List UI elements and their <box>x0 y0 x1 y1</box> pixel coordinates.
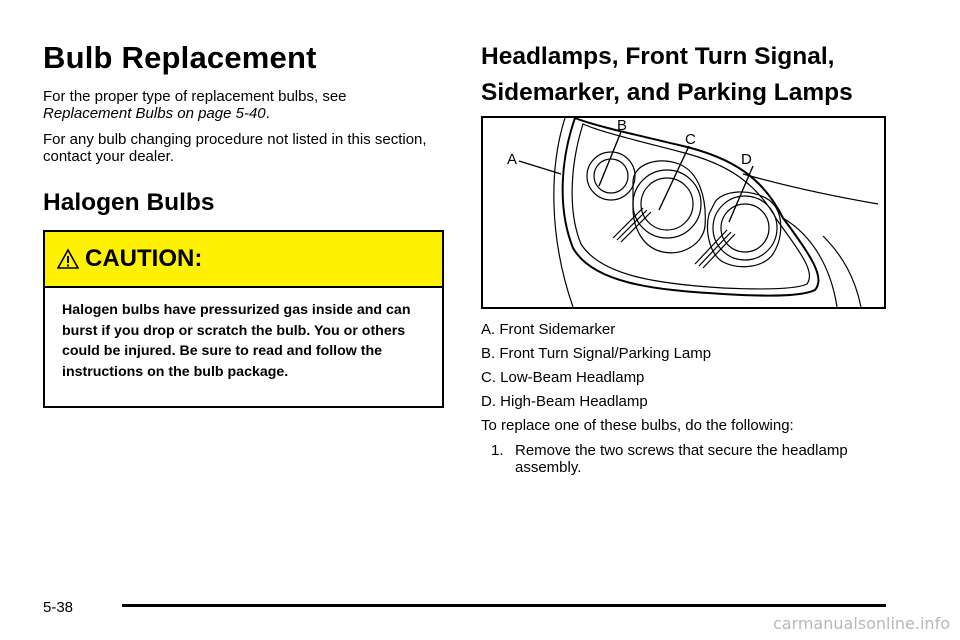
warning-triangle-icon <box>57 248 79 270</box>
replacement-bulbs-link[interactable]: Replacement Bulbs on page 5-40 <box>43 105 266 122</box>
caution-text: Halogen bulbs have pressurized gas inside and can burst if you drop or scratch the bulb. You or others could be injured. Be sure to read and follow the instructions on the bulb package. <box>62 302 411 380</box>
step-item <box>491 442 901 476</box>
right-column <box>481 40 891 110</box>
intro-paragraph <box>43 88 448 122</box>
figure-label-d: D <box>741 151 752 168</box>
headlamp-drawing <box>483 118 884 307</box>
step-text: Remove the two screws that secure the headlamp assembly. <box>515 442 848 476</box>
legend-item-a: A. Front Sidemarker <box>481 321 616 338</box>
steps-intro: To replace one of these bulbs, do the following: <box>481 417 794 434</box>
intro-period: . <box>265 105 270 122</box>
watermark: carmanualsonline.info <box>772 614 950 633</box>
legend-item-d: D. High-Beam Headlamp <box>481 393 648 410</box>
figure-label-c: C <box>685 131 696 148</box>
figure-label-b: B <box>617 118 628 134</box>
step-number: 1. <box>491 442 504 459</box>
headlamp-illustration <box>481 116 886 309</box>
dealer-paragraph: For any bulb changing procedure not listed in this section, contact your dealer. <box>43 131 427 165</box>
figure-label-a: A <box>507 151 518 168</box>
page-number: 5-38 <box>43 599 74 616</box>
legend-item-b: B. Front Turn Signal/Parking Lamp <box>481 345 712 362</box>
footer-divider <box>122 604 886 607</box>
halogen-section-title: Halogen Bulbs <box>43 189 215 216</box>
left-column <box>43 40 448 220</box>
legend-item-c: C. Low-Beam Headlamp <box>481 369 645 386</box>
caution-header <box>45 232 442 288</box>
figure-legend <box>481 318 901 476</box>
page-title: Bulb Replacement <box>43 40 317 75</box>
intro-text: For the proper type of replacement bulbs, see <box>43 88 347 105</box>
headlamps-title-line2: Sidemarker, and Parking Lamps <box>481 79 853 106</box>
caution-label: CAUTION: <box>85 245 203 272</box>
headlamps-title-line1: Headlamps, Front Turn Signal, <box>481 43 835 70</box>
caution-box <box>43 230 444 408</box>
